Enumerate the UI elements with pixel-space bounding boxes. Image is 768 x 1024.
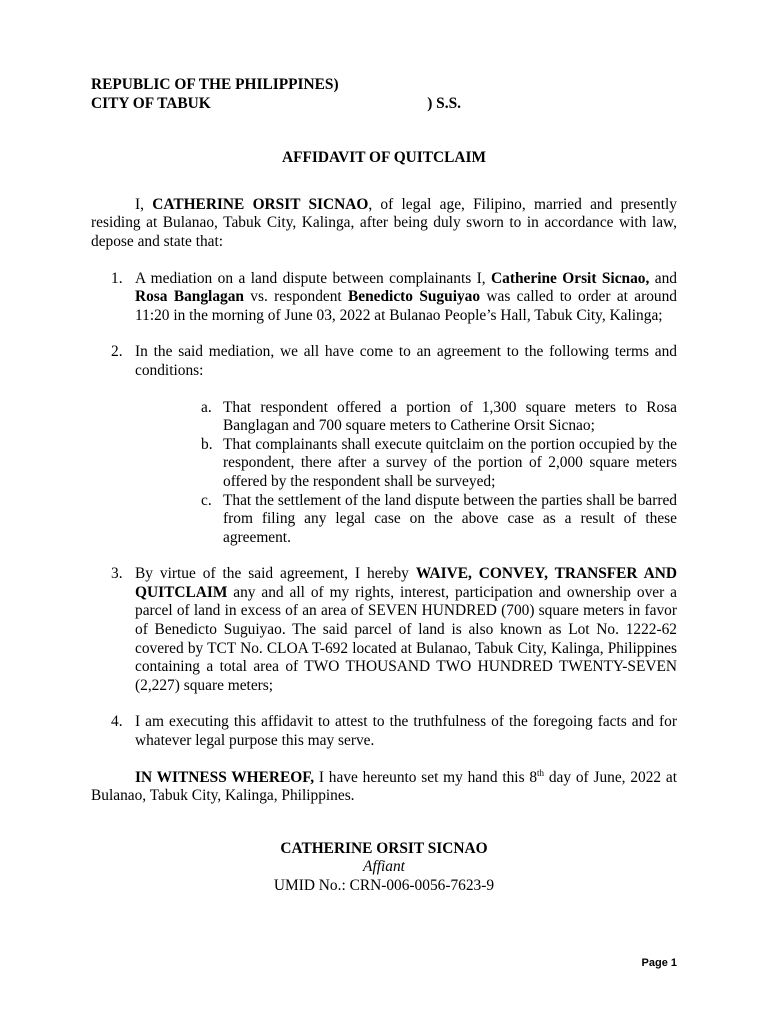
term-item-a: a. That respondent offered a portion of 1,300 square meters to Rosa Banglagan and 700 square meters to Catherine Orsit Sicnao;	[201, 398, 677, 435]
affiant-name: CATHERINE ORSIT SICNAO	[280, 839, 488, 857]
item-number: 3.	[111, 565, 123, 583]
caption-city	[91, 95, 677, 114]
caption-republic: REPUBLIC OF THE PHILIPPINES)	[91, 76, 339, 93]
term-letter: c.	[201, 491, 212, 509]
item-number: 2.	[111, 343, 123, 361]
page-number: Page 1	[641, 957, 677, 969]
term-letter: b.	[201, 435, 213, 453]
document-title: AFFIDAVIT OF QUITCLAIM	[281, 149, 487, 167]
item-number: 4.	[111, 713, 123, 731]
statement-item-3: 3. By virtue of the said agreement, I hereby WAIVE, CONVEY, TRANSFER AND QUITCLAIM any and all of my rights, interest, participation and ownership over a parcel of land in excess of an area of SEVEN HUNDRED (700) square meters in favor of Benedicto Suguiyao. The said parcel of land is also known as Lot No. 1222-62 covered by TCT No. CLOA T-692 located at Bulanao, Tabuk City, Kalinga, Philippines containing a total area of TWO THOUSAND TWO HUNDRED TWENTY-SEVEN (2,227) square meters;	[111, 565, 677, 694]
term-item-c: c. That the settlement of the land dispute between the parties shall be barred from filing any legal case on the above case as a result of these agreement.	[201, 491, 677, 546]
item-number: 1.	[111, 269, 123, 287]
affiant-role: Affiant	[363, 858, 405, 876]
witness-paragraph: IN WITNESS WHEREOF, I have hereunto set my hand this 8th day of June, 2022 at Bulanao, Tabuk City, Kalinga, Philippines.	[91, 767, 677, 805]
term-letter: a.	[201, 398, 212, 416]
caption-city-label: CITY OF TABUK	[91, 94, 211, 112]
umid-number: UMID No.: CRN-006-0056-7623-9	[273, 877, 495, 894]
signature-block	[91, 840, 677, 896]
terms-sublist	[135, 399, 677, 548]
caption-ss: ) S.S.	[427, 94, 461, 112]
statement-item-4: 4. I am executing this affidavit to attest to the truthfulness of the foregoing facts and for whatever legal purpose this may serve.	[111, 713, 677, 750]
intro-paragraph: I, CATHERINE ORSIT SICNAO, of legal age, Filipino, married and presently residing at Bulanao, Tabuk City, Kalinga, after being duly sworn to in accordance with law, depose and state that:	[91, 195, 677, 250]
statement-item-1: 1. A mediation on a land dispute between complainants I, Catherine Orsit Sicnao, and Rosa Banglagan vs. respondent Benedicto Suguiyao was called to order at around 11:20 in the morning of June 03, 2022 at Bulanao People’s Hall, Tabuk City, Kalinga;	[111, 269, 677, 324]
statement-list	[91, 270, 677, 751]
term-item-b: b. That complainants shall execute quitclaim on the portion occupied by the respondent, there after a survey of the portion of 2,000 square meters offered by the respondent shall be surveyed;	[201, 435, 677, 490]
statement-item-2: 2. In the said mediation, we all have come to an agreement to the following terms and conditions: a. That respondent offered a portion of 1,300 square meters to Rosa Banglagan and 700 square meters to Catherine Orsit Sicnao; b. That complainants shall execute quitclaim on the portion occupied by the respondent, there after a survey of the portion of 2,000 square meters offered by the respondent shall be surveyed; c. That the settlement of the land dispute between the parties shall be barred from filing any legal case on the above case as a result of these agreement.	[111, 343, 677, 546]
affidavit-body	[91, 76, 677, 896]
affiant-name-inline: CATHERINE ORSIT SICNAO	[152, 195, 369, 213]
